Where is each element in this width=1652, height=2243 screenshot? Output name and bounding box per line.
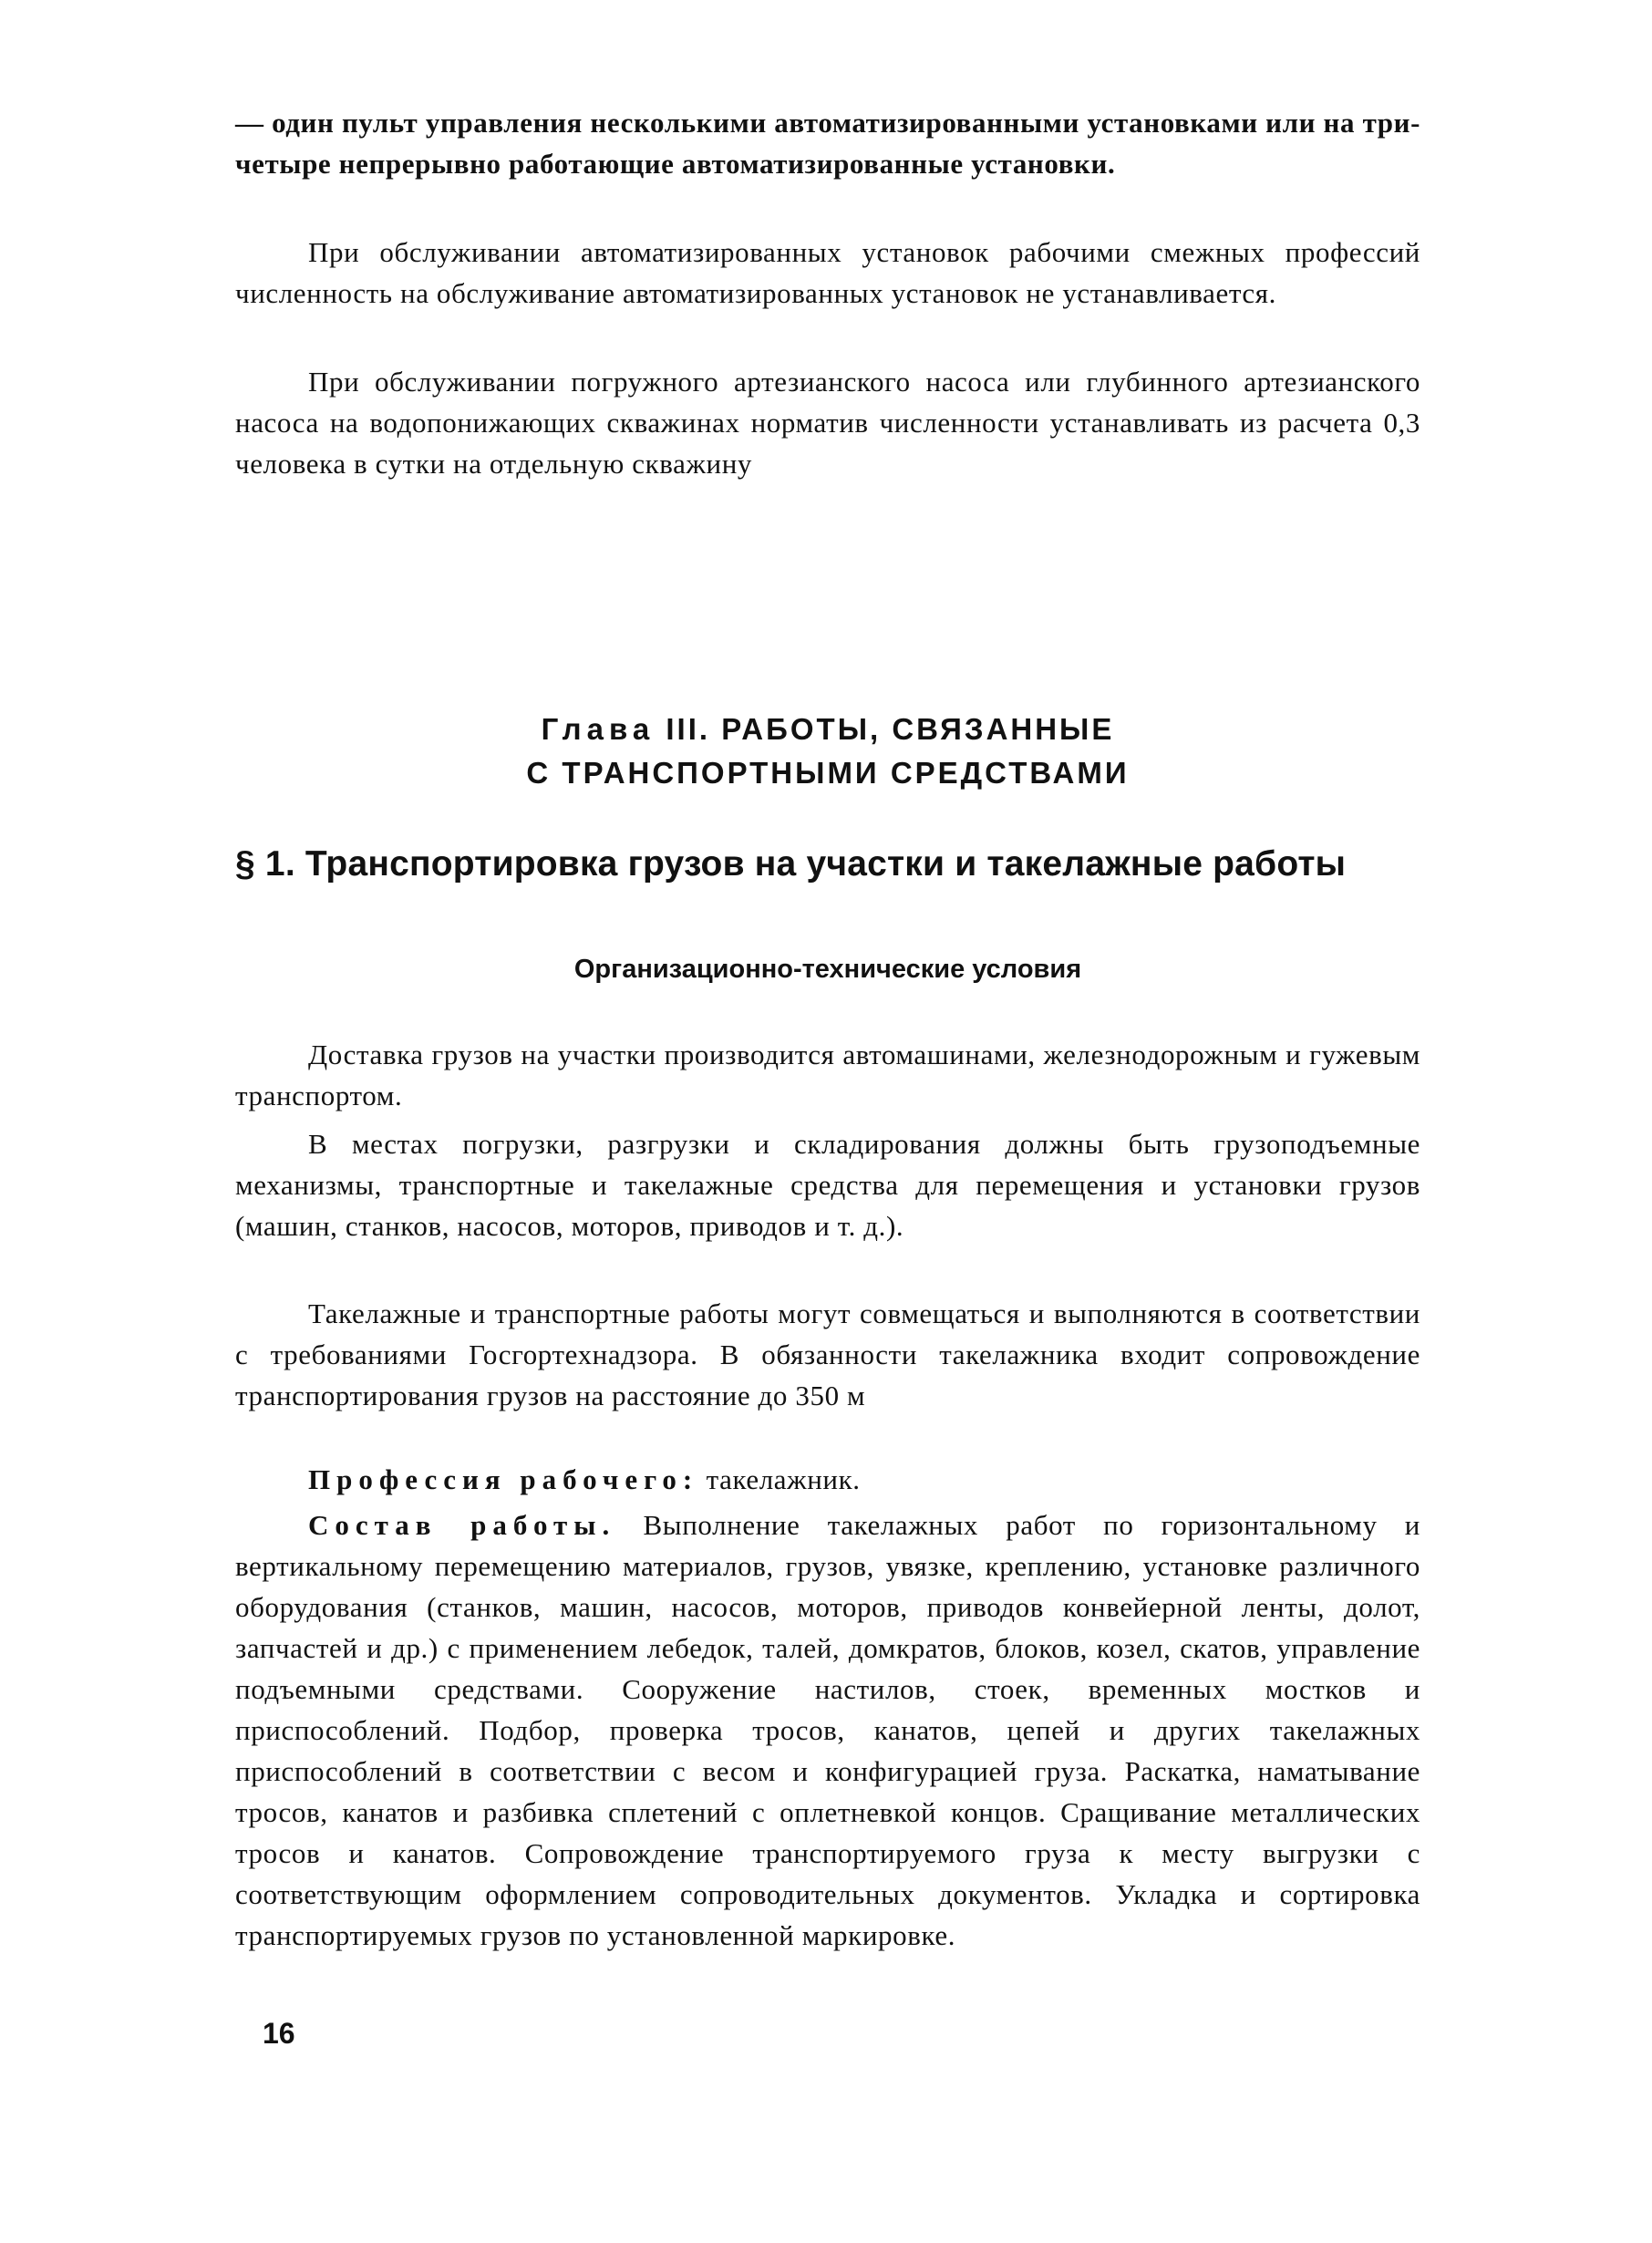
work-scope-text: Выполнение такелажных работ по горизонтальному и вертикальному перемещению материалов, грузов, увязке, креплению, установке различного оборудования (станков, машин, насосов, моторов, приводов конвейерной ленты, долот, запчастей и др.) с применением лебедок, талей, домкратов, блоков, козел, скатов, управление подъемными средствами. Сооружение настилов, стоек, временных мостков и приспособлений. Подбор, проверка тросов, канатов, цепей и других такелажных приспособлений в соответствии с весом и конфигурацией груза. Раскатка, наматывание тросов, канатов и разбивка сплетений с оплетневкой концов. Сращивание металлических тросов и канатов. Сопровождение транспортируемого груза к месту выгрузки с соответствующим оформлением сопроводительных документов. Укладка и сортировка транспортируемых грузов по установленной маркировке. — [235, 1509, 1420, 1951]
chapter-heading-line1 — [235, 708, 1420, 751]
paragraph-loading-places: В местах погрузки, разгрузки и складирования должны быть грузоподъемные механизмы, транспортные и такелажные средства для перемещения и установки грузов (машин, станков, насосов, моторов, приводов и т. д.). — [235, 1128, 1420, 1242]
paragraph-rigging-works: Такелажные и транспортные работы могут совмещаться и выполняются в соответствии с требованиями Госгортехнадзора. В обязанности такелажника входит сопровождение транспортирования грузов на расстояние до 350 м — [235, 1297, 1420, 1411]
profession-value: такелажник. — [706, 1463, 861, 1495]
chapter-title-line2: С ТРАНСПОРТНЫМИ СРЕДСТВАМИ — [526, 756, 1130, 790]
chapter-heading — [235, 708, 1420, 795]
work-scope-label: Состав работы. — [308, 1509, 616, 1541]
profession-label: Профессия рабочего: — [308, 1463, 699, 1495]
page-number: 16 — [263, 2017, 295, 2050]
paragraph-adjacent-professions: При обслуживании автоматизированных установок рабочими смежных профессий численность на обслуживание автоматизированных установок не устанавливается. — [235, 236, 1420, 309]
paragraph-control-panel — [235, 102, 1420, 184]
chapter-prefix: Глава — [541, 712, 656, 746]
section-title: § 1. Транспортировка грузов на участки и такелажные работы — [235, 844, 1347, 884]
paragraph-delivery: Доставка грузов на участки производится автомашинами, железнодорожным и гужевым транспортом. — [235, 1039, 1420, 1111]
paragraph-artesian-pump: При обслуживании погружного артезианского насоса или глубинного артезианского насоса на водопонижающих скважинах норматив численности устанавливать из расчета 0,3 человека в сутки на отдельную скважину — [235, 366, 1420, 480]
paragraph-control-panel-text: — один пульт управления несколькими автоматизированными установками или на три-четыре непрерывно работающие автоматизированные установки. — [235, 107, 1420, 180]
subheading-organizational-conditions: Организационно-технические условия — [573, 955, 1082, 984]
paragraph-work-scope — [235, 1504, 1420, 1956]
paragraph-profession — [235, 1459, 1420, 1500]
chapter-title-line1: III. РАБОТЫ, СВЯЗАННЫЕ — [666, 712, 1115, 746]
